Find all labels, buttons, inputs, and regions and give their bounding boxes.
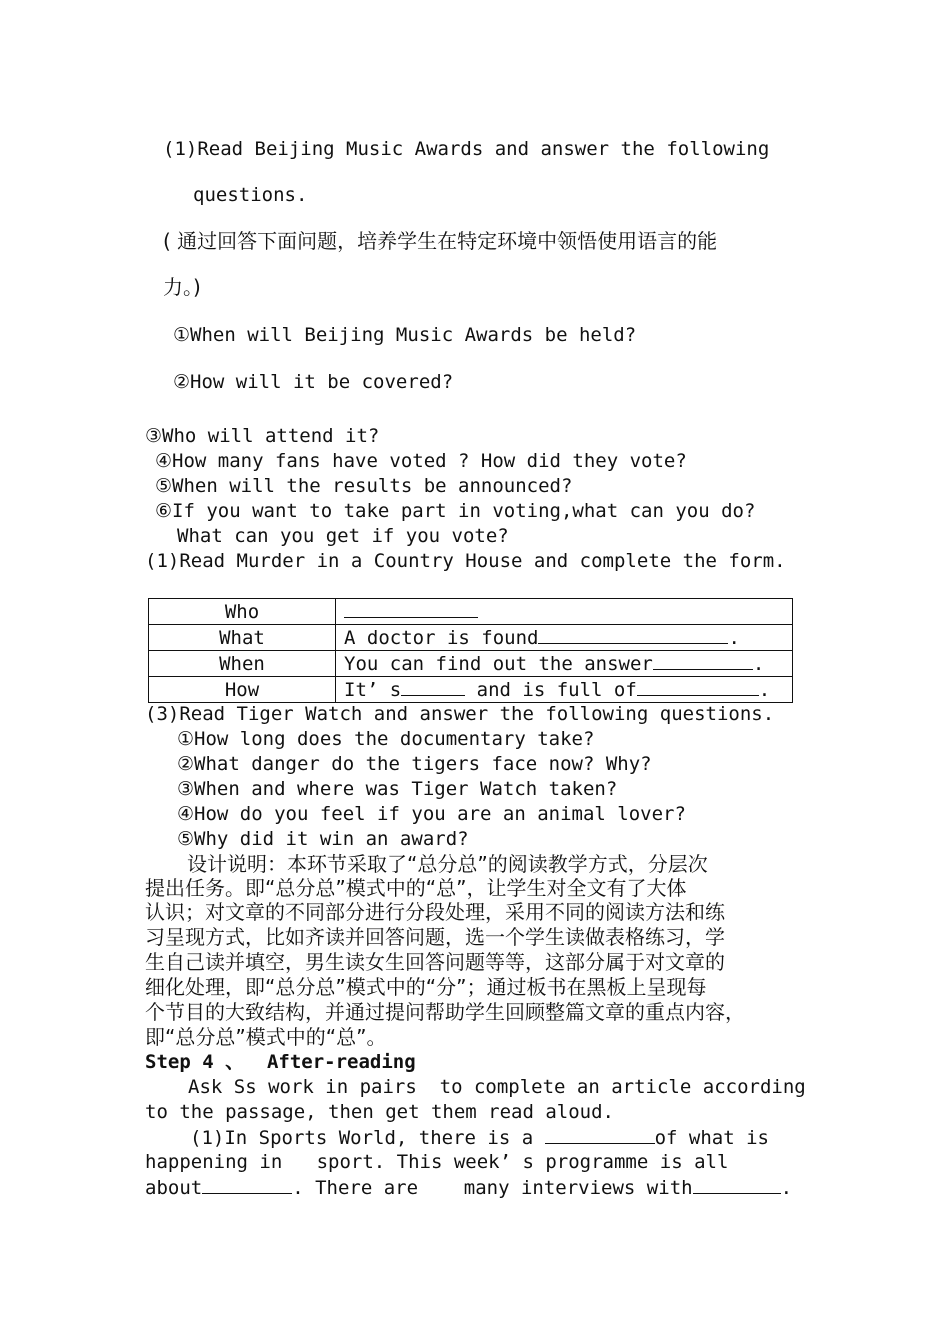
- article-line-2: happening in sport. This week’ s programme is all: [145, 1151, 729, 1173]
- design-note-line: 认识；对文章的不同部分进行分段处理，采用不同的阅读方法和练: [145, 900, 725, 924]
- when-text: You can find out the answer: [344, 653, 653, 675]
- question-5: ⑤When will the results be announced?: [155, 475, 573, 497]
- row-label-how: How: [149, 677, 336, 703]
- design-note-line: 提出任务。即“总分总”模式中的“总”，让学生对全文有了大体: [145, 876, 687, 900]
- step4-intro: Ask Ss work in pairs to complete an article according: [188, 1076, 806, 1098]
- row-label-what: What: [149, 625, 336, 651]
- how-blank-2[interactable]: [637, 677, 759, 696]
- article-line-3: [145, 1175, 792, 1200]
- question-6: ⑥If you want to take part in voting,what can you do?: [155, 500, 756, 522]
- how-text-2: and is full of: [465, 679, 637, 701]
- section1-heading: (1)Read Beijing Music Awards and answer the following: [163, 138, 770, 160]
- article-line-1: [190, 1125, 769, 1150]
- table-row: [149, 677, 793, 703]
- row-answer-how: [336, 677, 793, 703]
- tiger-question-1: ①How long does the documentary take?: [177, 728, 595, 750]
- how-blank-1[interactable]: [401, 677, 465, 696]
- row-label-when: When: [149, 651, 336, 677]
- step4-title: Step 4 、 After-reading: [145, 1051, 416, 1073]
- question-3: ③Who will attend it?: [145, 425, 380, 447]
- article-blank-3[interactable]: [693, 1175, 781, 1194]
- article-text-1b: of what is: [654, 1127, 769, 1149]
- article-text-3c: .: [780, 1177, 793, 1199]
- row-answer-what: [336, 625, 793, 651]
- how-text: It’ s: [344, 679, 402, 701]
- tiger-question-5: ⑤Why did it win an award?: [177, 828, 469, 850]
- design-note-line: 个节目的大致结构，并通过提问帮助学生回顾整篇文章的重点内容，: [145, 1000, 745, 1024]
- section2-heading: (1)Read Murder in a Country House and complete the form.: [145, 550, 786, 572]
- question-4: ④How many fans have voted ? How did they vote?: [155, 450, 687, 472]
- what-end: .: [728, 627, 740, 649]
- table-row: [149, 625, 793, 651]
- step4-intro-cont: to the passage, then get them read aloud.: [145, 1101, 614, 1123]
- article-blank-1[interactable]: [545, 1125, 655, 1144]
- how-end: .: [758, 679, 771, 701]
- row-answer-who: [336, 599, 793, 625]
- design-note-line: 设计说明：本环节采取了“总分总”的阅读教学方式，分层次: [187, 852, 708, 876]
- article-text-1a: (1)In Sports World, there is a: [190, 1127, 545, 1149]
- design-note-line: 生自己读并填空，男生读女生回答问题等等，这部分属于对文章的: [145, 950, 725, 974]
- section1-note: ( 通过回答下面问题，培养学生在特定环境中领悟使用语言的能: [163, 229, 718, 253]
- section1-note-cont: 力。): [163, 275, 201, 299]
- question-2: ②How will it be covered?: [173, 371, 454, 393]
- what-text: A doctor is found: [344, 627, 539, 649]
- tiger-question-3: ③When and where was Tiger Watch taken?: [177, 778, 618, 800]
- when-blank[interactable]: [653, 651, 753, 670]
- row-label-who: Who: [149, 599, 336, 625]
- table-row: [149, 599, 793, 625]
- when-end: .: [752, 653, 765, 675]
- what-blank[interactable]: [538, 625, 728, 644]
- table-row: [149, 651, 793, 677]
- article-text-3b: . There are many interviews with: [292, 1177, 693, 1199]
- tiger-question-2: ②What danger do the tigers face now? Why?: [177, 753, 652, 775]
- article-text-3a: about: [145, 1177, 203, 1199]
- murder-form-table: [148, 598, 793, 703]
- design-note-line: 即“总分总”模式中的“总”。: [145, 1025, 387, 1049]
- section3-heading: (3)Read Tiger Watch and answer the following questions.: [145, 703, 775, 725]
- design-note-line: 习呈现方式，比如齐读并回答问题，选一个学生读做表格练习，学: [145, 925, 725, 949]
- article-blank-2[interactable]: [202, 1175, 292, 1194]
- question-1: ①When will Beijing Music Awards be held?: [173, 324, 637, 346]
- tiger-question-4: ④How do you feel if you are an animal lover?: [177, 803, 686, 825]
- section1-heading-cont: questions.: [193, 184, 308, 206]
- design-note-line: 细化处理，即“总分总”模式中的“分”；通过板书在黑板上呈现每: [145, 975, 707, 999]
- who-blank[interactable]: [344, 599, 478, 618]
- row-answer-when: [336, 651, 793, 677]
- question-6-cont: What can you get if you vote?: [177, 525, 509, 547]
